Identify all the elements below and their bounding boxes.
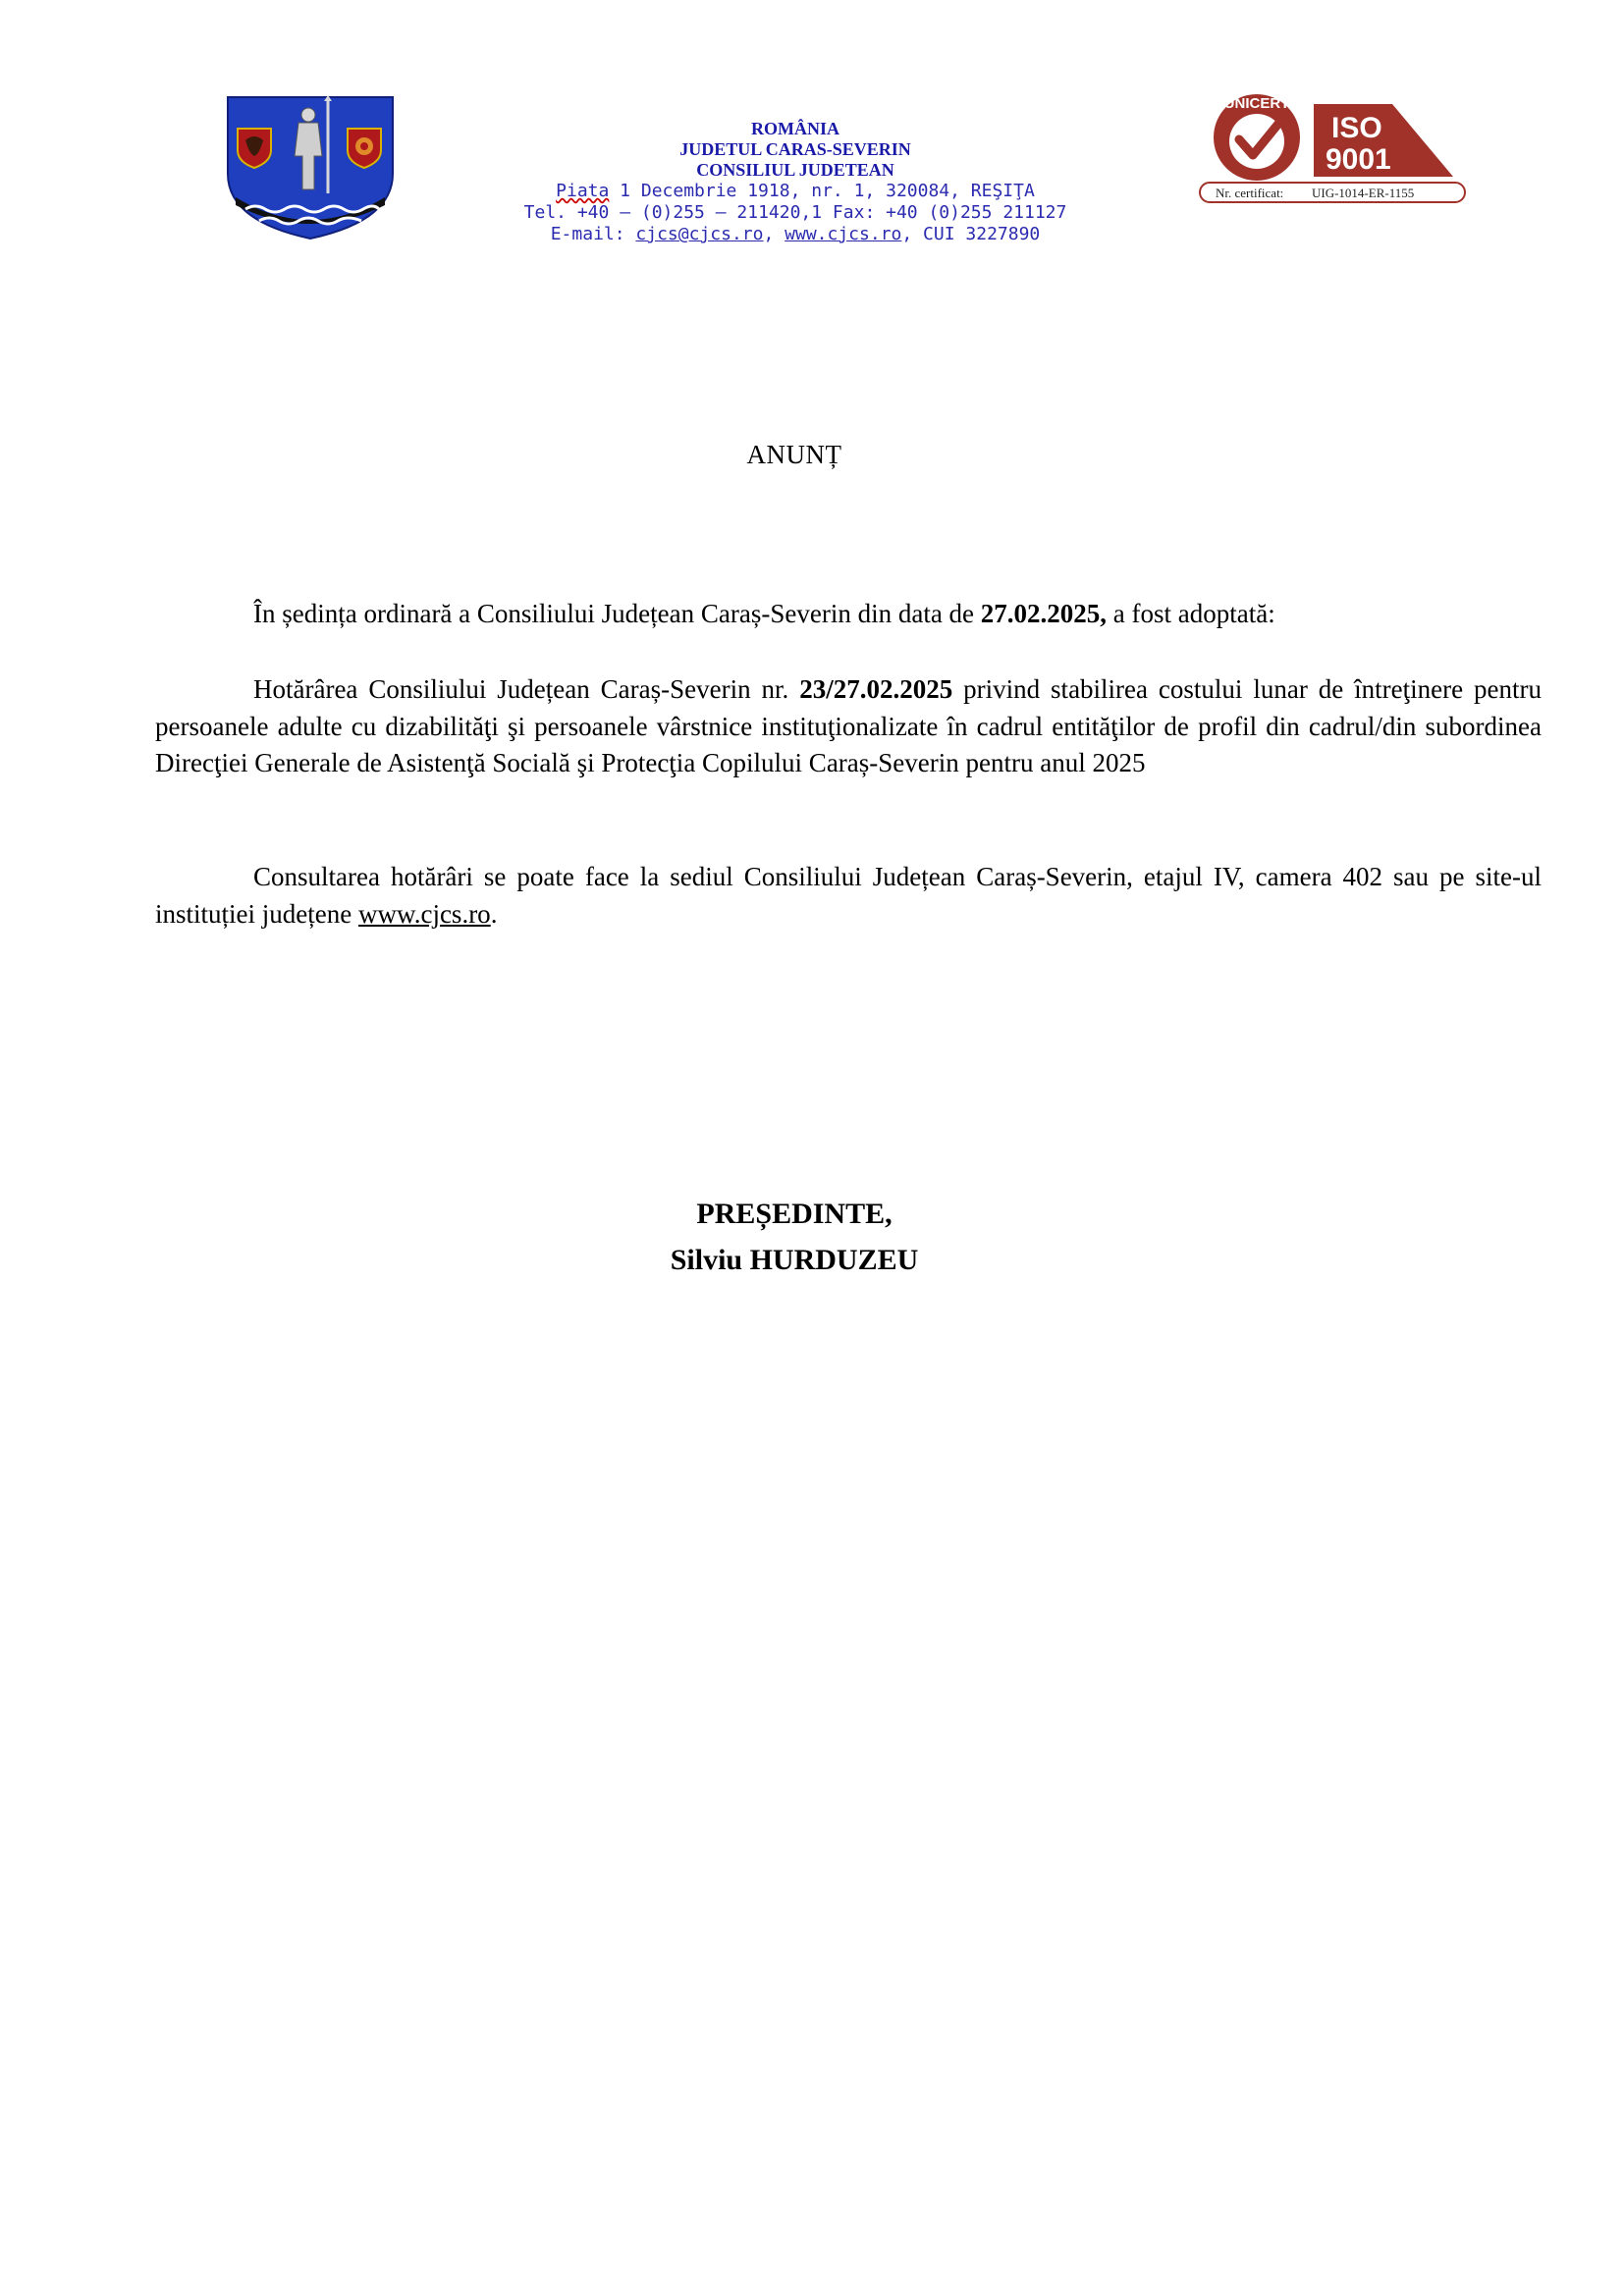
p3-website-link[interactable]: www.cjcs.ro <box>357 898 491 929</box>
paragraph-consultation <box>155 859 1542 933</box>
iso-certification-logo <box>1196 92 1471 206</box>
p3-text-start: Consultarea hotărâri se poate face la sediul Consiliului Județean Caraș-Severin, etajul IV, camera 402 sau pe site-ul instituției județene <box>155 862 1542 929</box>
paragraph-decision <box>155 671 1542 782</box>
p1-text-start: În ședința ordinară a Consiliului Județean Caraș-Severin din data de <box>253 599 981 628</box>
letterhead-contact <box>432 224 1159 245</box>
letterhead-phone: Tel. +40 – (0)255 – 211420,1 Fax: +40 (0)255 211127 <box>523 202 1067 223</box>
iso-cert-number: UIG-1014-ER-1155 <box>1312 186 1415 200</box>
p2-decision-number: 23/27.02.2025 <box>799 674 953 704</box>
p2-text-end: privind stabilirea costului lunar de întreţinere pentru persoanele adulte cu dizabilităţi şi persoanele vârstnice instituţionalizate în cadrul entităţilor de profil din cadrul/din subordinea Direcţiei Generale de Asistenţă Socială şi Protecţia Copilului Caraș-Severin pentru anul 2025 <box>155 674 1542 777</box>
paragraph-session <box>155 596 1542 633</box>
county-crest-logo <box>226 95 395 240</box>
address-rest: 1 Decembrie 1918, nr. 1, 320084, REŞIŢA <box>609 181 1035 201</box>
website-link[interactable]: www.cjcs.ro <box>785 224 902 244</box>
letterhead <box>432 119 1159 245</box>
email-link[interactable]: cjcs@cjcs.ro <box>635 224 764 244</box>
address-word: Piata <box>556 181 610 201</box>
signature-name: Silviu HURDUZEU <box>670 1244 919 1276</box>
iso-standard-text: 9001 <box>1326 143 1391 176</box>
letterhead-council: CONSILIUL JUDETEAN <box>696 160 894 180</box>
p1-text-end: a fost adoptată: <box>1107 599 1275 628</box>
signature-title: PREȘEDINTE, <box>696 1198 893 1230</box>
p1-date: 27.02.2025, <box>980 599 1108 628</box>
iso-cert-label: Nr. certificat: <box>1216 186 1284 200</box>
iso-label-text: ISO <box>1331 112 1382 144</box>
p3-text-end: . <box>490 898 498 929</box>
contact-separator: , <box>763 224 785 244</box>
iso-brand-text: UNICERT <box>1223 95 1290 112</box>
letterhead-address <box>432 181 1159 202</box>
cui-text: , CUI 3227890 <box>901 224 1041 244</box>
p2-text-start: Hotărârea Consiliului Județean Caraș-Severin nr. <box>253 674 800 704</box>
email-label: E-mail: <box>550 224 636 244</box>
announcement-title: ANUNȚ <box>746 440 842 469</box>
letterhead-country: ROMÂNIA <box>751 119 839 138</box>
letterhead-county: JUDETUL CARAS-SEVERIN <box>679 139 911 159</box>
